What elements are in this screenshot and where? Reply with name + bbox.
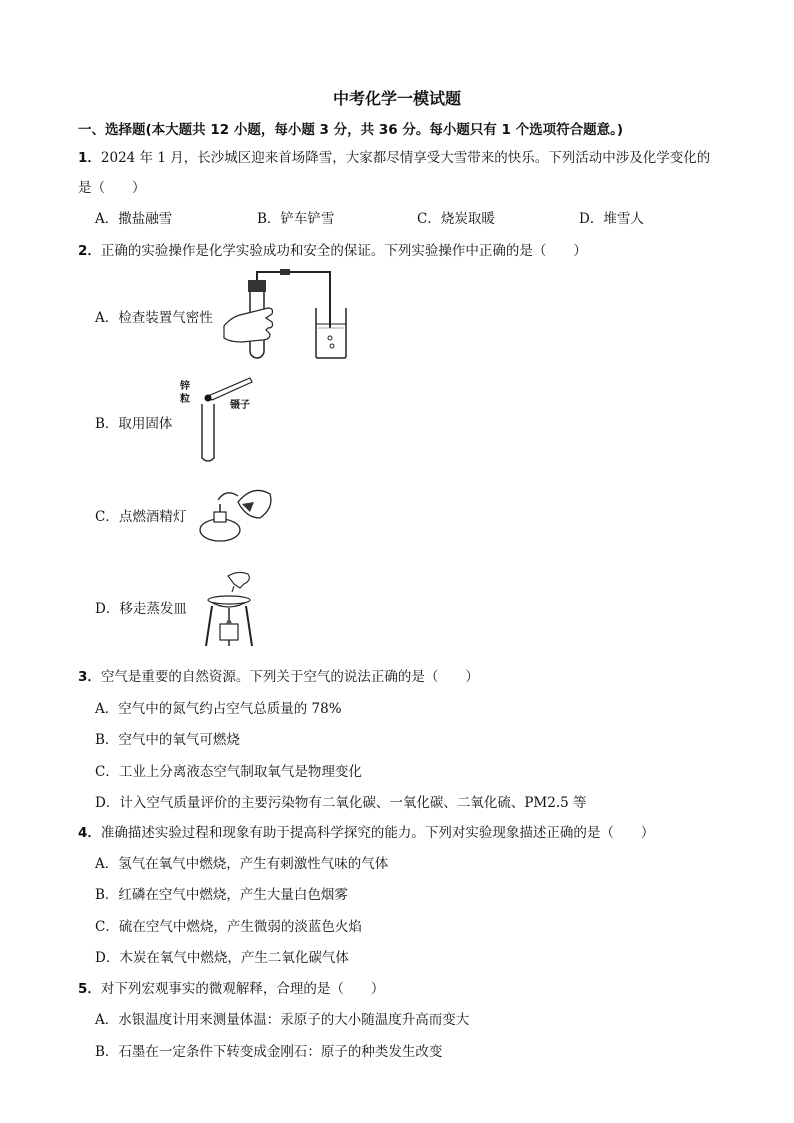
tweezers-label: 镊子 <box>230 400 250 411</box>
option-d: D．计入空气质量评价的主要污染物有二氧化碳、一氧化碳、二氧化硫、PM2.5 等 <box>95 795 587 811</box>
option-a: A．撒盐融雪 <box>95 211 173 227</box>
question-3 <box>78 665 479 685</box>
question-stem: 准确描述实验过程和现象有助于提高科学探究的能力。下列对实验现象描述正确的是（ ） <box>100 825 655 841</box>
option-c: C．工业上分离液态空气制取氧气是物理变化 <box>95 764 362 780</box>
solid-taking-figure <box>178 374 268 464</box>
question-stem: 空气是重要的自然资源。下列关于空气的说法正确的是（ ） <box>100 669 479 685</box>
zinc-label-top: 锌 <box>180 381 190 392</box>
light-alcohol-lamp-figure <box>198 478 278 548</box>
option-b: B．红磷在空气中燃烧，产生大量白色烟雾 <box>95 887 348 903</box>
option-a: A．空气中的氮气约占空气总质量的 78% <box>95 701 342 717</box>
question-stem: 对下列宏观事实的微观解释，合理的是（ ） <box>100 981 385 997</box>
question-2 <box>78 239 587 259</box>
option-c: C．烧炭取暖 <box>417 211 495 227</box>
question-4 <box>78 821 654 841</box>
question-stem: 正确的实验操作是化学实验成功和安全的保证。下列实验操作中正确的是（ ） <box>100 243 587 259</box>
question-number: 3． <box>78 669 101 685</box>
option-b: B．石墨在一定条件下转变成金刚石：原子的种类发生改变 <box>95 1044 443 1060</box>
option-c: C．硫在空气中燃烧，产生微弱的淡蓝色火焰 <box>95 919 362 935</box>
option-a: A．检查装置气密性 <box>95 310 213 326</box>
option-d: D．木炭在氧气中燃烧，产生二氧化碳气体 <box>95 950 349 966</box>
question-stem-continued: 是（ ） <box>78 180 146 196</box>
option-a: A．水银温度计用来测量体温：汞原子的大小随温度升高而变大 <box>95 1012 470 1028</box>
question-number: 1． <box>78 150 101 166</box>
question-stem: 2024 年 1 月，长沙城区迎来首场降雪，大家都尽情享受大雪带来的快乐。下列活动中涉及化学变化的 <box>100 150 711 166</box>
question-number: 5． <box>78 981 101 997</box>
page-title: 中考化学一模试题 <box>332 89 461 108</box>
option-b: B．空气中的氧气可燃烧 <box>95 732 240 748</box>
airtightness-check-figure <box>222 268 352 363</box>
zinc-label-bottom: 粒 <box>180 394 190 405</box>
question-number: 2． <box>78 243 101 259</box>
option-b: B．取用固体 <box>95 416 173 432</box>
option-b: B．铲车铲雪 <box>257 211 335 227</box>
question-1 <box>78 146 710 166</box>
option-c: C．点燃酒精灯 <box>95 509 187 525</box>
section-heading: 一、选择题(本大题共 12 小题，每小题 3 分，共 36 分。每小题只有 1 个选项符合题意。) <box>78 122 624 138</box>
question-number: 4． <box>78 825 101 841</box>
option-d: D．堆雪人 <box>579 211 644 227</box>
move-evaporating-dish-figure <box>204 570 254 650</box>
option-d: D．移走蒸发皿 <box>95 601 187 617</box>
option-a: A．氢气在氧气中燃烧，产生有刺激性气味的气体 <box>95 856 389 872</box>
question-5 <box>78 977 384 997</box>
